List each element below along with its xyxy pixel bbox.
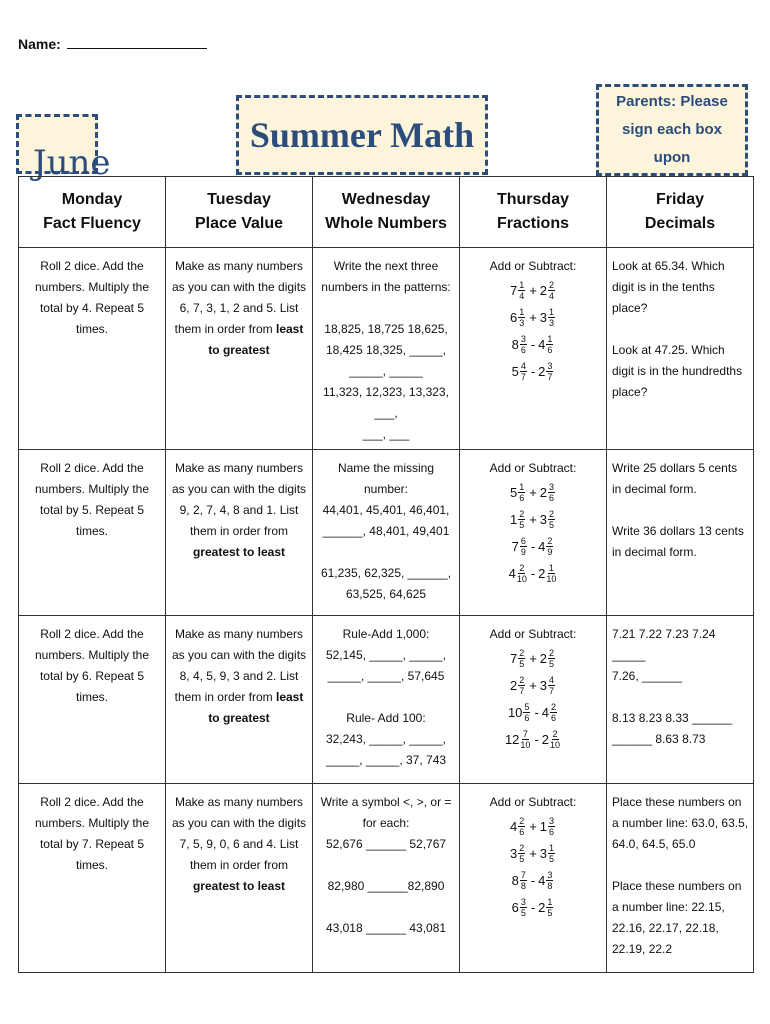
fraction [518, 675, 525, 696]
mixed-number [538, 334, 554, 355]
col-header-wednesday: Wednesday Whole Numbers [313, 177, 460, 248]
tuesday-task [170, 256, 308, 361]
fraction-problem [464, 560, 602, 587]
denominator: 6 [547, 345, 553, 355]
fraction [548, 307, 555, 328]
numerator: 4 [549, 675, 555, 685]
thursday-label: Add or Subtract: [489, 259, 577, 273]
numerator: 7 [522, 729, 528, 739]
tuesday-task [170, 792, 308, 897]
tuesday-task-text: Make as many numbers as you can with the digits 7, 5, 9, 0, 6 and 4. List them in order from [171, 795, 307, 872]
tuesday-task-text: Make as many numbers as you can with the digits 8, 4, 5, 9, 3 and 2. List them in order from [171, 627, 307, 704]
fraction-problem [464, 867, 602, 894]
denominator: 7 [549, 686, 555, 696]
thursday-cell [460, 784, 607, 973]
whole-number: 8 [511, 337, 519, 352]
mixed-number [540, 307, 556, 328]
operator: - [530, 566, 536, 581]
denominator: 9 [547, 547, 553, 557]
denominator: 10 [546, 574, 557, 584]
whole-number: 6 [511, 900, 519, 915]
operator: + [529, 512, 537, 527]
numerator: 1 [549, 843, 555, 853]
fraction [520, 536, 527, 557]
wednesday-task-line: ___, ___ [362, 427, 410, 441]
header-row [19, 177, 754, 248]
monday-task: Roll 2 dice. Add the numbers. Multiply the total by 5. Repeat 5 times. [34, 461, 150, 538]
operator: - [530, 873, 536, 888]
denominator: 9 [520, 547, 526, 557]
numerator: 2 [519, 509, 525, 519]
mixed-number [510, 648, 526, 669]
parents-note-box [596, 84, 748, 176]
monday-cell [19, 248, 166, 450]
tuesday-cell [166, 450, 313, 616]
calendar-grid [18, 176, 754, 973]
mixed-number [512, 334, 528, 355]
mixed-number [512, 361, 528, 382]
numerator: 1 [519, 280, 525, 290]
whole-number: 2 [538, 364, 546, 379]
denominator: 5 [547, 908, 553, 918]
mixed-number [540, 280, 556, 301]
week-row [19, 616, 754, 784]
fraction-problem [464, 645, 602, 672]
fraction [518, 648, 525, 669]
friday-task-spacer [612, 319, 749, 340]
fraction [518, 816, 525, 837]
mixed-number [540, 843, 556, 864]
whole-number: 12 [504, 732, 520, 747]
operator: + [529, 651, 537, 666]
mixed-number [510, 675, 526, 696]
mixed-number [508, 702, 531, 723]
numerator: 3 [549, 816, 555, 826]
mixed-number [542, 729, 561, 750]
numerator: 2 [519, 843, 525, 853]
fraction [546, 870, 553, 891]
fraction [517, 563, 527, 584]
wednesday-cell [313, 616, 460, 784]
whole-number: 3 [539, 512, 548, 527]
friday-task-line: Look at 47.25. Which digit is in the hundredths place? [612, 343, 743, 399]
denominator: 4 [519, 291, 525, 301]
fraction-problem [464, 672, 602, 699]
fraction-problem [464, 506, 602, 533]
mixed-number [510, 280, 526, 301]
fraction-problem [464, 840, 602, 867]
name-label: Name: [18, 36, 61, 52]
denominator: 3 [519, 318, 525, 328]
numerator: 1 [549, 307, 555, 317]
operator: + [529, 678, 537, 693]
operator: - [530, 337, 536, 352]
friday-task-spacer [612, 687, 749, 708]
wednesday-task-line: _____, _____, 57,645 [327, 669, 445, 683]
denominator: 3 [549, 318, 555, 328]
wednesday-cell [313, 450, 460, 616]
month-label: June [33, 143, 111, 183]
friday-task-line: Look at 65.34. Which digit is in the tenths place? [612, 259, 725, 315]
tuesday-cell [166, 248, 313, 450]
whole-number: 4 [538, 873, 546, 888]
whole-number: 1 [509, 512, 518, 527]
denominator: 7 [520, 372, 526, 382]
whole-number: 5 [509, 485, 518, 500]
mixed-number [512, 870, 528, 891]
wednesday-task-line: 18,825, 18,725 18,625, 18,425 18,325, _____, [324, 322, 448, 357]
week-row [19, 784, 754, 973]
friday-task-line: Place these numbers on a number line: 63.0, 63.5, 64.0, 64.5, 65.0 [612, 795, 749, 851]
denominator: 5 [519, 659, 525, 669]
numerator: 6 [520, 536, 526, 546]
mixed-number [512, 897, 528, 918]
numerator: 1 [519, 482, 525, 492]
mixed-number [505, 729, 531, 750]
wednesday-task-line: 52,145, _____, _____, [325, 648, 447, 662]
denominator: 8 [547, 881, 553, 891]
wednesday-task-line: Name the missing number: [337, 461, 435, 496]
friday-task-line: Write 36 dollars 13 cents in decimal form. [612, 524, 744, 559]
whole-number: 7 [509, 283, 518, 298]
fraction [520, 897, 527, 918]
whole-number: 2 [539, 283, 548, 298]
fraction [548, 482, 555, 503]
whole-number: 1 [539, 819, 548, 834]
week-row [19, 450, 754, 616]
fraction [548, 843, 555, 864]
name-blank[interactable] [67, 36, 207, 49]
tuesday-task [170, 458, 308, 563]
denominator: 5 [549, 854, 555, 864]
fraction-problem [464, 277, 602, 304]
denominator: 10 [516, 574, 527, 584]
tuesday-task-order: least to greatest [208, 690, 304, 725]
whole-number: 2 [538, 900, 546, 915]
operator: - [534, 732, 539, 747]
wednesday-task-line: Write the next three numbers in the patterns: [321, 259, 451, 294]
whole-number: 6 [509, 310, 518, 325]
mixed-number [540, 648, 556, 669]
wednesday-task-spacer [317, 897, 455, 918]
numerator: 2 [552, 729, 558, 739]
name-field[interactable] [18, 36, 207, 52]
fraction-problem [464, 358, 602, 385]
fraction [520, 729, 530, 750]
fraction-problem [464, 894, 602, 921]
fraction-problem [464, 726, 602, 753]
operator: + [529, 310, 537, 325]
operator: - [530, 900, 536, 915]
friday-cell [607, 784, 754, 973]
denominator: 10 [520, 740, 531, 750]
mixed-number [540, 675, 556, 696]
fraction-problem [464, 813, 602, 840]
wednesday-task-line: 52,676 ______ 52,767 [325, 837, 447, 851]
thursday-label: Add or Subtract: [489, 627, 577, 641]
mixed-number [509, 563, 528, 584]
wednesday-task-spacer [317, 855, 455, 876]
monday-task: Roll 2 dice. Add the numbers. Multiply the total by 7. Repeat 5 times. [34, 795, 150, 872]
fraction [518, 482, 525, 503]
whole-number: 7 [509, 651, 518, 666]
monday-task: Roll 2 dice. Add the numbers. Multiply the total by 4. Repeat 5 times. [34, 259, 150, 336]
friday-cell [607, 616, 754, 784]
col-header-monday: Monday Fact Fluency [19, 177, 166, 248]
operator: + [529, 485, 537, 500]
numerator: 4 [520, 361, 526, 371]
wednesday-task-line: Rule- Add 100: [346, 711, 426, 725]
numerator: 2 [519, 648, 525, 658]
numerator: 7 [520, 870, 526, 880]
fraction [523, 702, 530, 723]
denominator: 6 [519, 493, 525, 503]
denominator: 7 [519, 686, 525, 696]
wednesday-task-line: 61,235, 62,325, ______, [320, 566, 452, 580]
friday-task-line: Write 25 dollars 5 cents in decimal form. [612, 461, 738, 496]
fraction [548, 509, 555, 530]
fraction-problem [464, 304, 602, 331]
tuesday-task-order: greatest to least [192, 879, 286, 893]
fraction [518, 280, 525, 301]
numerator: 1 [547, 334, 553, 344]
denominator: 6 [519, 827, 525, 837]
wednesday-task-line: 82,980 ______82,890 [327, 879, 445, 893]
operator: + [529, 819, 537, 834]
col-header-tuesday: Tuesday Place Value [166, 177, 313, 248]
numerator: 2 [519, 816, 525, 826]
operator: + [529, 846, 537, 861]
thursday-cell [460, 450, 607, 616]
denominator: 6 [551, 713, 557, 723]
fraction-problem [464, 479, 602, 506]
operator: - [530, 364, 536, 379]
mixed-number [538, 897, 554, 918]
month-banner [16, 114, 111, 183]
col-header-friday: Friday Decimals [607, 177, 754, 248]
wednesday-task-line: Rule-Add 1,000: [342, 627, 430, 641]
denominator: 5 [520, 908, 526, 918]
wednesday-task-line: 44,401, 45,401, 46,401, [322, 503, 450, 517]
wednesday-task-line: Write a symbol <, >, or = for each: [320, 795, 452, 830]
whole-number: 4 [509, 819, 518, 834]
mixed-number [538, 563, 557, 584]
numerator: 2 [547, 536, 553, 546]
tuesday-cell [166, 616, 313, 784]
friday-task-line: Place these numbers on a number line: 22.15, 22.16, 22.17, 22.18, 22.19, 22.2 [612, 879, 742, 956]
friday-task-line: 8.13 8.23 8.33 ______ [612, 711, 733, 725]
parents-note: Parents: Please sign each box upon [616, 93, 728, 166]
thursday-label: Add or Subtract: [489, 795, 577, 809]
numerator: 2 [549, 280, 555, 290]
friday-task-spacer [612, 500, 749, 521]
numerator: 3 [520, 334, 526, 344]
numerator: 3 [549, 482, 555, 492]
week-row [19, 248, 754, 450]
friday-task-spacer [612, 855, 749, 876]
numerator: 2 [519, 563, 525, 573]
fraction [548, 648, 555, 669]
denominator: 6 [524, 713, 530, 723]
denominator: 6 [549, 827, 555, 837]
monday-cell [19, 450, 166, 616]
fraction [546, 361, 553, 382]
whole-number: 4 [541, 705, 550, 720]
denominator: 10 [550, 740, 561, 750]
tuesday-cell [166, 784, 313, 973]
mixed-number [538, 870, 554, 891]
wednesday-task-line: _____, _____ [349, 364, 423, 378]
mixed-number [540, 509, 556, 530]
fraction [518, 509, 525, 530]
col-header-thursday: Thursday Fractions [460, 177, 607, 248]
wednesday-task-line: 11,323, 12,323, 13,323, ___, [323, 385, 449, 420]
wednesday-task-spacer [317, 687, 455, 708]
whole-number: 2 [541, 732, 550, 747]
whole-number: 8 [511, 873, 519, 888]
mixed-number [510, 482, 526, 503]
numerator: 2 [551, 702, 557, 712]
numerator: 2 [549, 648, 555, 658]
title-banner [236, 95, 488, 175]
fraction [520, 361, 527, 382]
tuesday-task-text: Make as many numbers as you can with the digits 6, 7, 3, 1, 2 and 5. List them in order from [171, 259, 307, 336]
numerator: 2 [549, 509, 555, 519]
fraction [548, 816, 555, 837]
fraction [550, 729, 560, 750]
fraction [546, 334, 553, 355]
numerator: 3 [547, 361, 553, 371]
friday-cell [607, 450, 754, 616]
fraction-problem [464, 533, 602, 560]
mixed-number [538, 536, 554, 557]
whole-number: 3 [539, 678, 548, 693]
denominator: 5 [519, 854, 525, 864]
operator: + [529, 283, 537, 298]
whole-number: 4 [538, 539, 546, 554]
numerator: 2 [519, 675, 525, 685]
thursday-label: Add or Subtract: [489, 461, 577, 475]
wednesday-task-line: 32,243, _____, _____, [325, 732, 447, 746]
friday-task-line: 7.26, ______ [612, 669, 683, 683]
fraction [548, 675, 555, 696]
tuesday-task-text: Make as many numbers as you can with the digits 9, 2, 7, 4, 8 and 1. List them in order from [171, 461, 307, 538]
whole-number: 3 [539, 846, 548, 861]
whole-number: 3 [539, 310, 548, 325]
wednesday-task-spacer [317, 298, 455, 319]
friday-task-line: 7.21 7.22 7.23 7.24 _____ [612, 627, 716, 662]
whole-number: 2 [538, 566, 546, 581]
whole-number: 4 [538, 337, 546, 352]
fraction [518, 843, 525, 864]
denominator: 5 [519, 520, 525, 530]
fraction-problem [464, 331, 602, 358]
fraction [520, 870, 527, 891]
monday-task: Roll 2 dice. Add the numbers. Multiply the total by 6. Repeat 5 times. [34, 627, 150, 704]
mixed-number [510, 843, 526, 864]
denominator: 6 [520, 345, 526, 355]
page-title: Summer Math [249, 115, 475, 155]
whole-number: 2 [539, 651, 548, 666]
whole-number: 10 [507, 705, 523, 720]
whole-number: 5 [511, 364, 519, 379]
numerator: 1 [519, 307, 525, 317]
denominator: 6 [549, 493, 555, 503]
fraction [548, 280, 555, 301]
wednesday-task-line: 63,525, 64,625 [345, 587, 427, 601]
numerator: 1 [548, 563, 554, 573]
fraction [550, 702, 557, 723]
whole-number: 4 [508, 566, 516, 581]
mixed-number [512, 536, 528, 557]
friday-cell [607, 248, 754, 450]
thursday-cell [460, 616, 607, 784]
whole-number: 7 [511, 539, 519, 554]
denominator: 8 [520, 881, 526, 891]
whole-number: 2 [509, 678, 518, 693]
friday-task-line: ______ 8.63 8.73 [612, 732, 706, 746]
tuesday-task-order: greatest to least [192, 545, 286, 559]
fraction [546, 536, 553, 557]
wednesday-task-spacer [317, 542, 455, 563]
operator: - [530, 539, 536, 554]
whole-number: 3 [509, 846, 518, 861]
fraction [546, 563, 556, 584]
denominator: 5 [549, 520, 555, 530]
mixed-number [538, 361, 554, 382]
monday-cell [19, 784, 166, 973]
tuesday-task [170, 624, 308, 729]
mixed-number [510, 509, 526, 530]
mixed-number [510, 816, 526, 837]
fraction [518, 307, 525, 328]
numerator: 3 [547, 870, 553, 880]
tuesday-task-order: least to greatest [208, 322, 304, 357]
mixed-number [540, 816, 556, 837]
monday-cell [19, 616, 166, 784]
fraction [546, 897, 553, 918]
mixed-number [542, 702, 558, 723]
wednesday-cell [313, 784, 460, 973]
denominator: 5 [549, 659, 555, 669]
numerator: 1 [547, 897, 553, 907]
mixed-number [510, 307, 526, 328]
denominator: 7 [547, 372, 553, 382]
denominator: 4 [549, 291, 555, 301]
fraction-problem [464, 699, 602, 726]
operator: - [534, 705, 539, 720]
whole-number: 2 [539, 485, 548, 500]
numerator: 3 [520, 897, 526, 907]
thursday-cell [460, 248, 607, 450]
wednesday-task-line: _____, _____, 37, 743 [325, 753, 447, 767]
wednesday-cell [313, 248, 460, 450]
wednesday-task-line: ______, 48,401, 49,401 [322, 524, 450, 538]
numerator: 5 [524, 702, 530, 712]
fraction [520, 334, 527, 355]
mixed-number [540, 482, 556, 503]
wednesday-task-line: 43,018 ______ 43,081 [325, 921, 447, 935]
